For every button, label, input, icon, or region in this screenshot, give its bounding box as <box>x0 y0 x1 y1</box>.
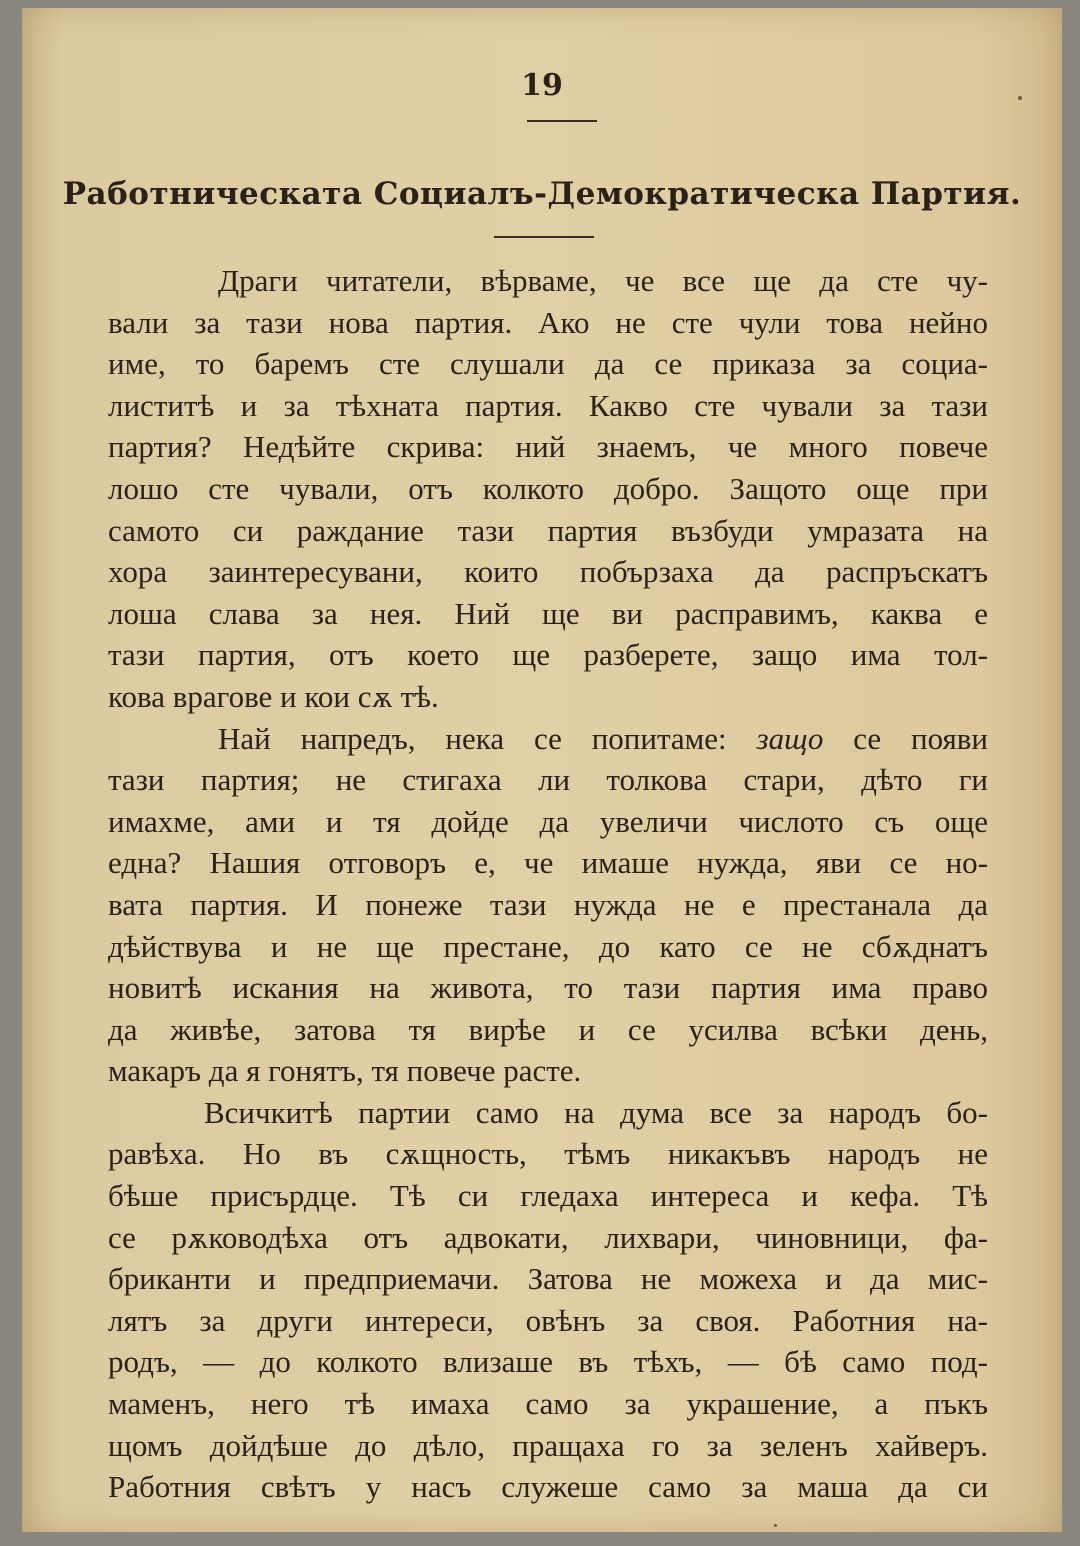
text-line: да живѣе, затова тя вирѣе и се усилва всѣки день, <box>108 1011 988 1047</box>
text-line: вали за тази нова партия. Ако не сте чули това нейно <box>108 304 988 340</box>
text-line: лятъ за други интереси, овѣнъ за своя. Работния на- <box>108 1302 988 1338</box>
text-line-with-emphasis <box>108 718 988 760</box>
text-line: Драги читатели, вѣрваме, че все ще да сте чу- <box>218 263 988 298</box>
text-line: родъ, — до колкото влизаше въ тѣхъ, — бѣ само под- <box>108 1344 988 1380</box>
title-rule <box>494 236 594 238</box>
text-line: кова врагове и кои сѫ тѣ. <box>108 678 439 714</box>
paper-speck <box>1018 96 1022 100</box>
text-line: партия? Недѣйте скрива: ний знаемъ, че много повече <box>108 429 988 465</box>
text-line: щомъ дойдѣше до дѣло, пращаха го за зеленъ хайверъ. <box>108 1427 988 1463</box>
text-run: Най напредъ, нека се попитаме: <box>218 720 757 756</box>
emphasis-word: защо <box>756 720 824 756</box>
text-line: лоша слава за нея. Ний ще ви расправимъ, каква е <box>108 595 988 631</box>
page-title: Работническата Социалъ-Демократическа Партия. <box>62 176 1022 212</box>
page-number-rule <box>527 120 597 122</box>
text-line: се рѫководѣха отъ адвокати, лихвари, чиновници, фа- <box>108 1219 988 1255</box>
paragraph-3 <box>108 1092 988 1508</box>
text-line: равѣха. Но въ сѫщность, тѣмъ никакъвъ народъ не <box>108 1136 988 1172</box>
text-line: тази партия; не стигаха ли толкова стари, дѣто ги <box>108 762 988 798</box>
text-line: Работния свѣтъ у насъ служеше само за маша да си <box>108 1469 988 1505</box>
text-line: тази партия, отъ което ще разберете, защо има тол- <box>108 637 988 673</box>
text-line: име, то баремъ сте слушали да се приказа за социа- <box>108 346 988 382</box>
paper-speck <box>774 1524 777 1527</box>
book-page <box>22 8 1062 1532</box>
text-line: имахме, ами и тя дойде да увеличи числото съ още <box>108 803 988 839</box>
text-line: новитѣ искания на живота, то тази партия има право <box>108 970 988 1006</box>
paragraph-2 <box>108 718 988 1092</box>
page-number: 19 <box>521 68 563 103</box>
text-line: бриканти и предприемачи. Затова не можеха и да мис- <box>108 1261 988 1297</box>
text-line: бѣше присърдце. Тѣ си гледаха интереса и кефа. Тѣ <box>108 1178 988 1214</box>
text-line: маменъ, него тѣ имаха само за украшение, а пъкъ <box>108 1386 988 1422</box>
text-line: вата партия. И понеже тази нужда не е престанала да <box>108 886 988 922</box>
text-line: макаръ да я гонятъ, тя повече расте. <box>108 1053 582 1089</box>
body-text <box>108 260 988 1508</box>
text-line: лошо сте чували, отъ колкото добро. Защото още при <box>108 470 988 506</box>
text-line: хора заинтересувани, които побързаха да распръскатъ <box>108 554 988 590</box>
text-line: една? Нашия отговоръ е, че имаше нужда, яви се но- <box>108 845 988 881</box>
text-line: самото си раждание тази партия възбуди умразата на <box>108 512 988 548</box>
text-line: дѣйствува и не ще престане, до като се не сбѫднатъ <box>108 928 988 964</box>
paragraph-1 <box>108 260 988 718</box>
text-line: Всичкитѣ партии само на дума все за народъ бо- <box>204 1094 988 1130</box>
text-line: листитѣ и за тѣхната партия. Какво сте чували за тази <box>108 387 988 423</box>
text-run: се появи <box>823 720 988 756</box>
